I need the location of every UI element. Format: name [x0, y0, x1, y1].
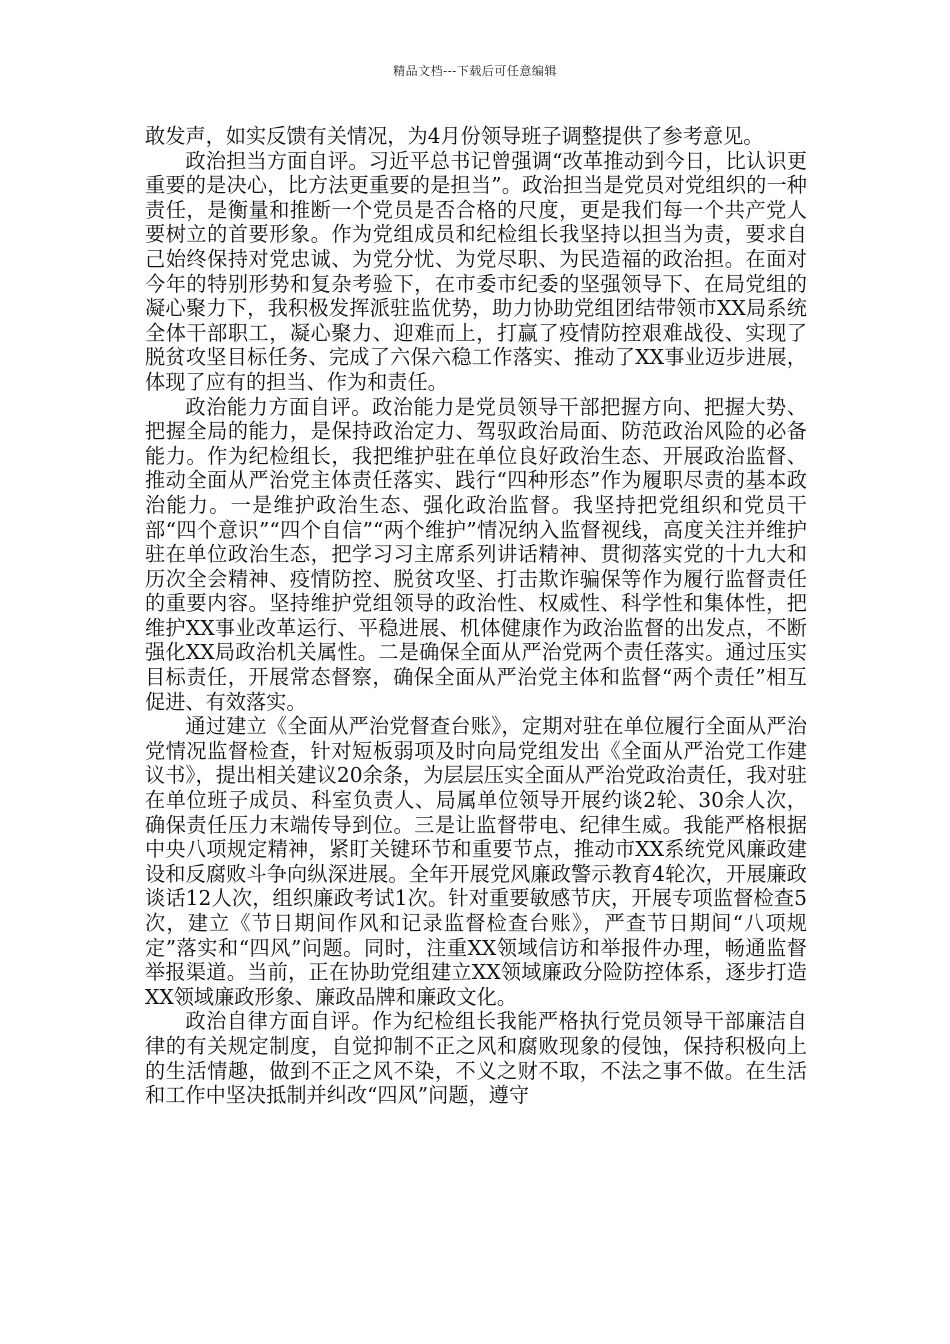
paragraph: 政治自律方面自评。作为纪检组长我能严格执行党员领导干部廉洁自律的有关规定制度，自觉抑制不正之风和腐败现象的侵蚀，保持积极向上的生活情趣，做到不正之风不染，不义之财不取，不法之事不做。在生活和工作中坚决抵制并纠改“四风”问题，遵守	[145, 1009, 807, 1108]
document-body	[145, 124, 807, 1108]
paragraph: 敢发声，如实反馈有关情况，为4月份领导班子调整提供了参考意见。	[145, 124, 764, 148]
paragraph: 政治能力方面自评。政治能力是党员领导干部把握方向、把握大势、把握全局的能力，是保持政治定力、驾驭政治局面、防范政治风险的必备能力。作为纪检组长，我把维护驻在单位良好政治生态、开展政治监督、推动全面从严治党主体责任落实、践行“四种形态”作为履职尽责的基本政治能力。一是维护政治生态、强化政治监督。我坚持把党组织和党员干部“四个意识”“四个自信”“两个维护”情况纳入监督视线，高度关注并维护驻在单位政治生态，把学习习主席系列讲话精神、贯彻落实党的十九大和历次全会精神、疫情防控、脱贫攻坚、打击欺诈骗保等作为履行监督责任的重要内容。坚持维护党组领导的政治性、权威性、科学性和集体性，把维护XX事业改革运行、平稳进展、机体健康作为政治监督的出发点，不断强化XX局政治机关属性。二是确保全面从严治党两个责任落实。通过压实目标责任，开展常态督察，确保全面从严治党主体和监督“两个责任”相互促进、有效落实。	[145, 394, 807, 714]
page-header: 精品文档---下载后可任意编辑	[393, 64, 557, 78]
paragraph: 通过建立《全面从严治党督查台账》，定期对驻在单位履行全面从严治党情况监督检查，针对短板弱项及时向局党组发出《全面从严治党工作建议书》，提出相关建议20余条，为层层压实全面从严治党政治责任，我对驻在单位班子成员、科室负责人、局属单位领导开展约谈2轮、30余人次，确保责任压力末端传导到位。三是让监督带电、纪律生威。我能严格根据中央八项规定精神，紧盯关键环节和重要节点，推动市XX系统党风廉政建设和反腐败斗争向纵深进展。全年开展党风廉政警示教育4轮次，开展廉政谈话12人次，组织廉政考试1次。针对重要敏感节庆，开展专项监督检查5次，建立《节日期间作风和记录监督检查台账》，严查节日期间“八项规定”落实和“四风”问题。同时，注重XX领域信访和举报件办理，畅通监督举报渠道。当前，正在协助党组建立XX领域廉政分险防控体系，逐步打造XX领域廉政形象、廉政品牌和廉政文化。	[145, 714, 807, 1009]
paragraph: 政治担当方面自评。习近平总书记曾强调“改革推动到今日，比认识更重要的是决心，比方法更重要的是担当”。政治担当是党员对党组织的一种责任，是衡量和推断一个党员是否合格的尺度，更是我们每一个共产党人要树立的首要形象。作为党组成员和纪检组长我坚持以担当为责，要求自己始终保持对党忠诚、为党分忧、为党尽职、为民造福的政治担。在面对今年的特别形势和复杂考验下，在市委市纪委的坚强领导下、在局党组的凝心聚力下，我积极发挥派驻监优势，助力协助党组团结带领市XX局系统全体干部职工，凝心聚力、迎难而上，打赢了疫情防控艰难战役、实现了脱贫攻坚目标任务、完成了六保六稳工作落实、推动了XX事业迈步进展，体现了应有的担当、作为和责任。	[145, 148, 807, 394]
